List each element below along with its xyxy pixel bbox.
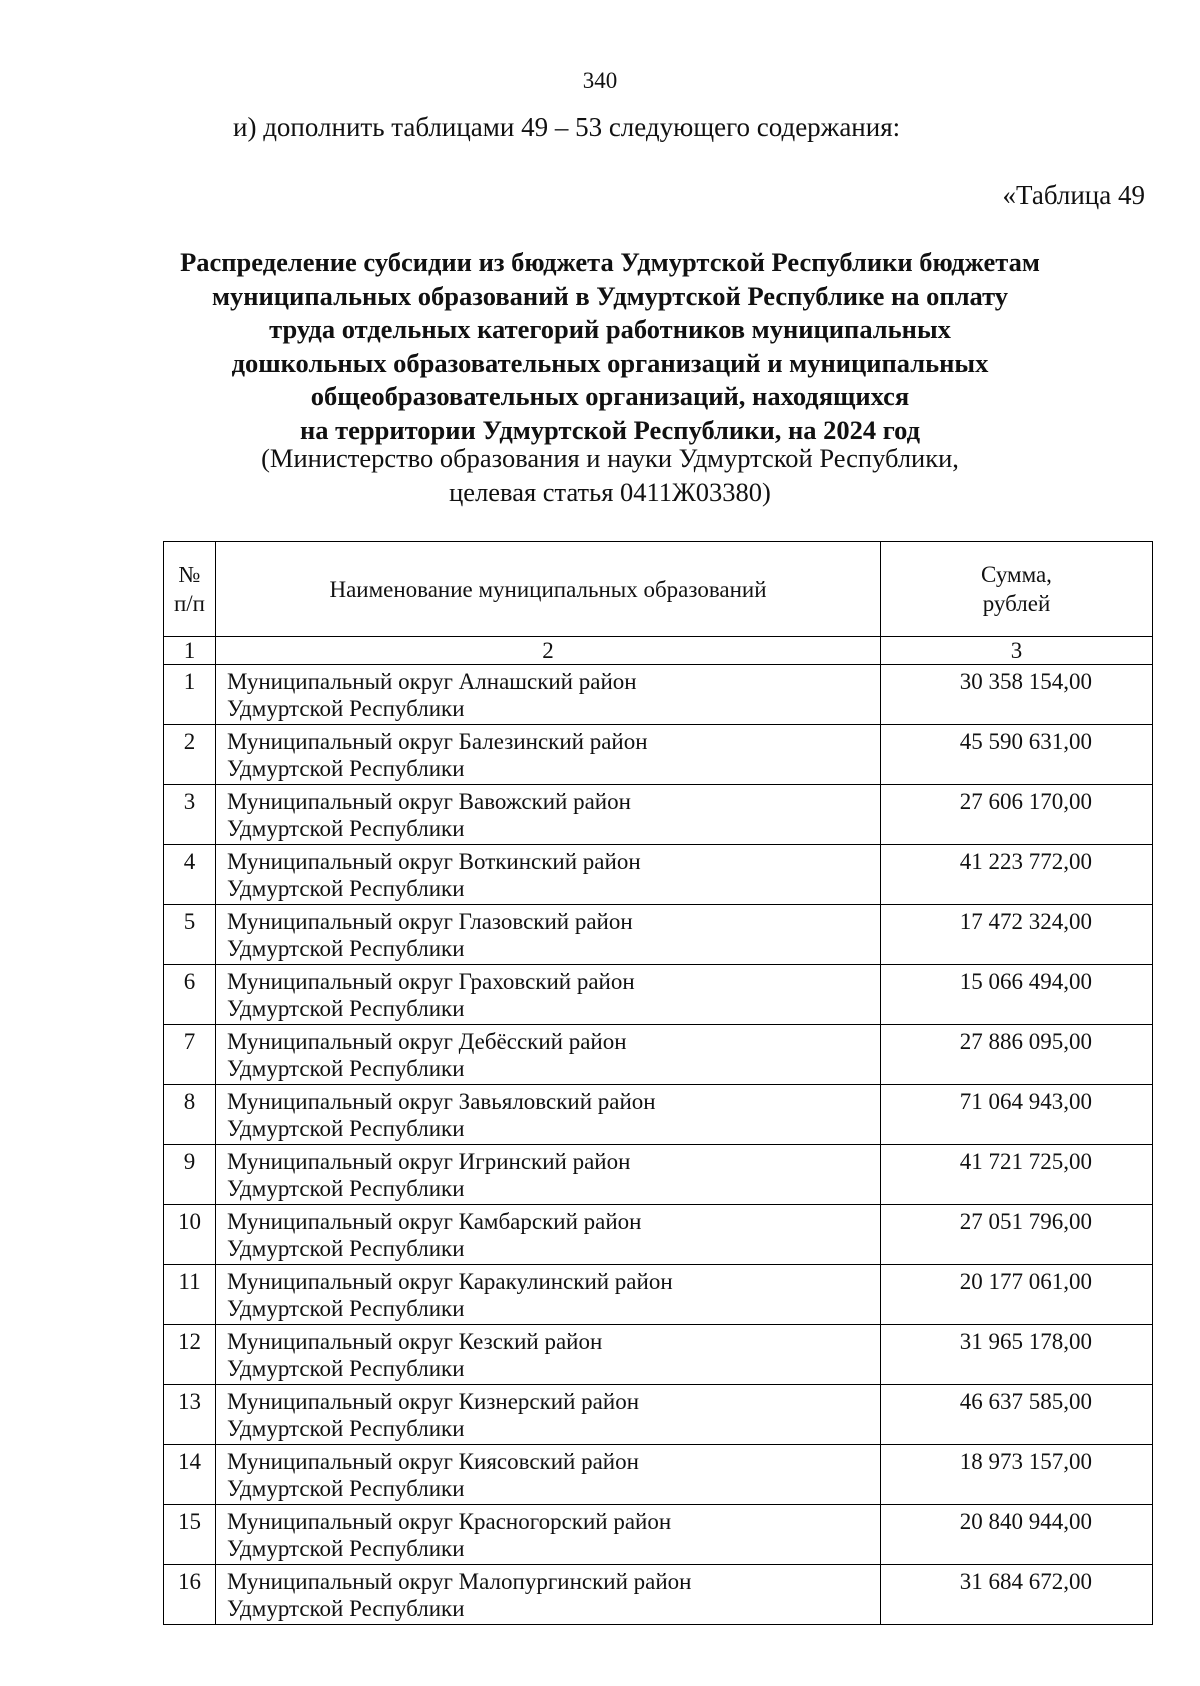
municipality-name-line: Муниципальный округ Дебёсский район [227,1029,627,1054]
municipality-name-cell [216,665,881,725]
subsidy-table [163,541,1153,1625]
municipality-region-line: Удмуртской Республики [227,1116,465,1141]
table-row [164,1025,1153,1085]
municipality-name-line: Муниципальный округ Кизнерский район [227,1389,640,1414]
municipality-name-cell [216,1265,881,1325]
row-number-cell: 16 [164,1565,216,1625]
table-row [164,1505,1153,1565]
table-row [164,1565,1153,1625]
table-row [164,1445,1153,1505]
subsidy-amount-cell: 27 886 095,00 [881,1025,1153,1085]
table-row [164,1385,1153,1445]
subsidy-amount-cell: 18 973 157,00 [881,1445,1153,1505]
subsidy-amount-cell: 27 606 170,00 [881,785,1153,845]
municipality-name-line: Муниципальный округ Алнашский район [227,669,637,694]
municipality-name-line: Муниципальный округ Игринский район [227,1149,631,1174]
document-title [160,246,1060,447]
table-row [164,845,1153,905]
page-number: 340 [582,68,618,93]
municipality-name-cell [216,1565,881,1625]
row-number-cell: 12 [164,1325,216,1385]
table-row [164,905,1153,965]
header-name-cell: Наименование муниципальных образований [216,542,881,637]
municipality-name-line: Муниципальный округ Красногорский район [227,1509,672,1534]
column-index-cell: 1 [164,637,216,665]
subsidy-amount-cell: 15 066 494,00 [881,965,1153,1025]
municipality-region-line: Удмуртской Республики [227,1536,465,1561]
municipality-region-line: Удмуртской Республики [227,996,465,1021]
municipality-region-line: Удмуртской Республики [227,1356,465,1381]
table-header-row [164,542,1153,637]
header-num-symbol: № [178,562,201,587]
municipality-name-line: Муниципальный округ Балезинский район [227,729,648,754]
municipality-name-cell [216,1445,881,1505]
municipality-name-line: Муниципальный округ Воткинский район [227,849,641,874]
municipality-name-cell [216,965,881,1025]
municipality-region-line: Удмуртской Республики [227,696,465,721]
table-row [164,785,1153,845]
municipality-region-line: Удмуртской Республики [227,1056,465,1081]
title-line: общеобразовательных организаций, находящихся [310,381,910,411]
header-num-label: п/п [173,591,205,616]
subsidy-amount-cell: 20 840 944,00 [881,1505,1153,1565]
table-row [164,1325,1153,1385]
document-subtitle [160,442,1060,509]
municipality-name-cell [216,1205,881,1265]
table-row [164,725,1153,785]
municipality-region-line: Удмуртской Республики [227,1236,465,1261]
title-line: дошкольных образовательных организаций и муниципальных [231,347,989,378]
row-number-cell: 4 [164,845,216,905]
municipality-name-cell [216,1325,881,1385]
municipality-name-cell [216,1505,881,1565]
row-number-cell: 2 [164,725,216,785]
municipality-name-cell [216,785,881,845]
table-row [164,1205,1153,1265]
subsidy-amount-cell: 20 177 061,00 [881,1265,1153,1325]
title-line: Распределение субсидии из бюджета Удмуртской Республики бюджетам [180,247,1040,277]
municipality-name-cell [216,1385,881,1445]
table-row [164,965,1153,1025]
subsidy-amount-cell: 71 064 943,00 [881,1085,1153,1145]
intro-text: и) дополнить таблицами 49 – 53 следующего содержания: [233,112,901,142]
municipality-name-line: Муниципальный округ Граховский район [227,969,635,994]
municipality-region-line: Удмуртской Республики [227,1416,465,1441]
municipality-region-line: Удмуртской Республики [227,1476,465,1501]
municipality-name-cell [216,845,881,905]
table-row [164,1145,1153,1205]
municipality-name-line: Муниципальный округ Завьяловский район [227,1089,656,1114]
row-number-cell: 9 [164,1145,216,1205]
title-line: муниципальных образований в Удмуртской Республике на оплату [211,280,1009,311]
header-sum-unit: рублей [982,591,1051,616]
subsidy-amount-cell: 31 684 672,00 [881,1565,1153,1625]
municipality-region-line: Удмуртской Республики [227,1596,465,1621]
row-number-cell: 11 [164,1265,216,1325]
row-number-cell: 3 [164,785,216,845]
municipality-name-line: Муниципальный округ Кезский район [227,1329,603,1354]
row-number-cell: 7 [164,1025,216,1085]
municipality-name-cell [216,1085,881,1145]
municipality-region-line: Удмуртской Республики [227,1176,465,1201]
header-sum-label: Сумма, [981,562,1052,587]
row-number-cell: 1 [164,665,216,725]
subsidy-amount-cell: 46 637 585,00 [881,1385,1153,1445]
municipality-name-cell [216,905,881,965]
subsidy-amount-cell: 31 965 178,00 [881,1325,1153,1385]
row-number-cell: 5 [164,905,216,965]
title-line: труда отдельных категорий работников муниципальных [269,314,951,344]
municipality-name-line: Муниципальный округ Камбарский район [227,1209,642,1234]
municipality-name-line: Муниципальный округ Каракулинский район [227,1269,673,1294]
subsidy-amount-cell: 17 472 324,00 [881,905,1153,965]
row-number-cell: 10 [164,1205,216,1265]
table-row [164,1265,1153,1325]
municipality-region-line: Удмуртской Республики [227,756,465,781]
municipality-region-line: Удмуртской Республики [227,936,465,961]
municipality-name-cell [216,1145,881,1205]
table-row [164,665,1153,725]
municipality-region-line: Удмуртской Республики [227,816,465,841]
subtitle-line: (Министерство образования и науки Удмуртской Республики, [261,443,959,473]
table-caption: «Таблица 49 [1002,180,1145,210]
subsidy-amount-cell: 45 590 631,00 [881,725,1153,785]
row-number-cell: 13 [164,1385,216,1445]
municipality-region-line: Удмуртской Республики [227,1296,465,1321]
municipality-name-line: Муниципальный округ Глазовский район [227,909,633,934]
column-index-row [164,637,1153,665]
subtitle-line: целевая статья 0411Ж03380) [449,476,771,507]
municipality-name-cell [216,725,881,785]
header-num-cell [164,542,216,637]
column-index-cell: 2 [216,637,881,665]
municipality-name-line: Муниципальный округ Малопургинский район [227,1569,692,1594]
subsidy-amount-cell: 30 358 154,00 [881,665,1153,725]
municipality-name-line: Муниципальный округ Вавожский район [227,789,631,814]
title-line: на территории Удмуртской Республики, на 2024 год [299,414,921,445]
municipality-name-line: Муниципальный округ Киясовский район [227,1449,639,1474]
column-index-cell: 3 [881,637,1153,665]
municipality-region-line: Удмуртской Республики [227,876,465,901]
row-number-cell: 6 [164,965,216,1025]
row-number-cell: 15 [164,1505,216,1565]
table-row [164,1085,1153,1145]
subsidy-amount-cell: 27 051 796,00 [881,1205,1153,1265]
row-number-cell: 8 [164,1085,216,1145]
subsidy-amount-cell: 41 721 725,00 [881,1145,1153,1205]
subsidy-amount-cell: 41 223 772,00 [881,845,1153,905]
municipality-name-cell [216,1025,881,1085]
header-sum-cell [881,542,1153,637]
row-number-cell: 14 [164,1445,216,1505]
